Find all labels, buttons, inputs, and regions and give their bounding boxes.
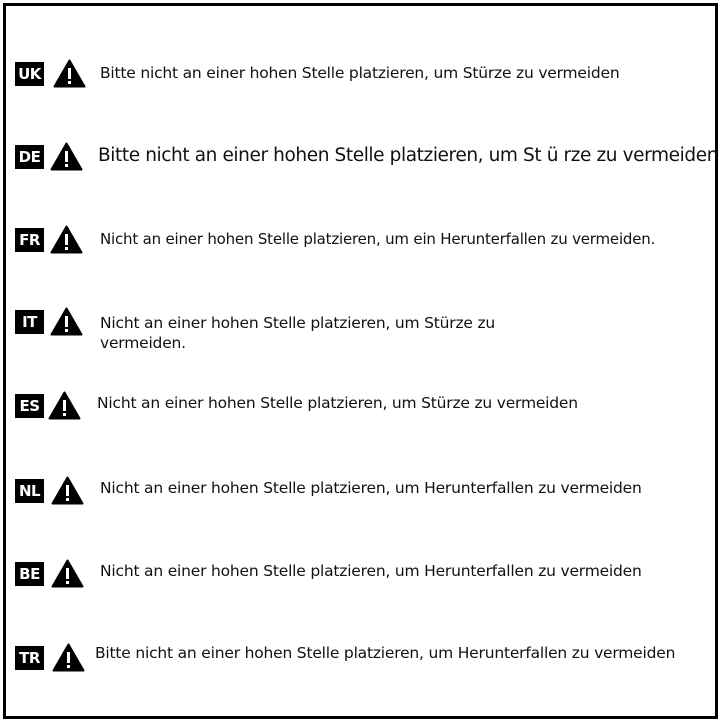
warning-triangle-icon [50, 142, 83, 171]
warning-triangle-icon [53, 59, 86, 88]
warning-text-uk: Bitte nicht an einer hohen Stelle platzieren, um Stürze zu vermeiden [100, 64, 620, 82]
language-badge-uk: UK [15, 62, 44, 86]
warning-text-it: Nicht an einer hohen Stelle platzieren, um Stürze zu vermeiden. [100, 314, 496, 352]
warning-triangle-icon [50, 225, 83, 254]
language-badge-es: ES [15, 394, 44, 418]
language-badge-tr: TR [15, 646, 44, 670]
warning-text-be: Nicht an einer hohen Stelle platzieren, um Herunterfallen zu vermeiden [100, 562, 642, 580]
warning-triangle-icon [51, 476, 84, 505]
warning-text-es: Nicht an einer hohen Stelle platzieren, um Stürze zu vermeiden [97, 394, 578, 412]
language-badge-be: BE [15, 562, 44, 586]
warning-text-fr: Nicht an einer hohen Stelle platzieren, um ein Herunterfallen zu vermeiden. [100, 230, 656, 248]
warning-triangle-icon [52, 643, 85, 672]
warning-sheet [3, 3, 718, 719]
warning-triangle-icon [48, 391, 81, 420]
language-badge-nl: NL [15, 479, 44, 503]
warning-text-nl: Nicht an einer hohen Stelle platzieren, um Herunterfallen zu vermeiden [100, 479, 642, 497]
language-badge-it: IT [15, 310, 44, 334]
warning-triangle-icon [50, 307, 83, 336]
warning-text-de: Bitte nicht an einer hohen Stelle platzieren, um St ü rze zu vermeiden [98, 145, 719, 166]
language-badge-fr: FR [15, 228, 44, 252]
warning-text-tr: Bitte nicht an einer hohen Stelle platzieren, um Herunterfallen zu vermeiden [95, 644, 676, 662]
language-badge-de: DE [15, 145, 44, 169]
warning-triangle-icon [51, 559, 84, 588]
